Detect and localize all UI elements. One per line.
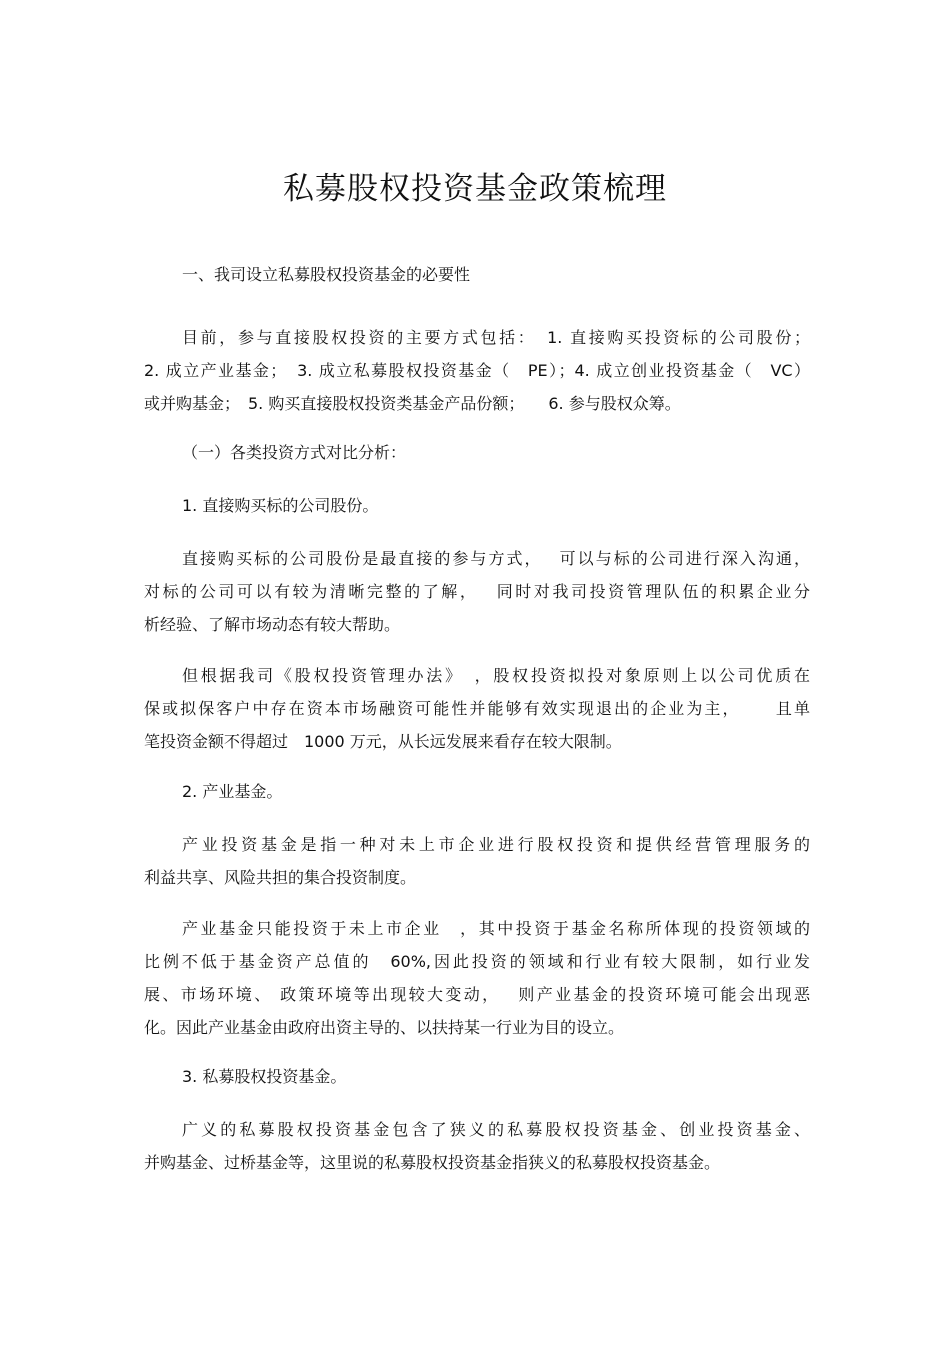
subsection-heading: （一）各类投资方式对比分析： bbox=[182, 443, 407, 462]
text-line: 产业投资基金是指一种对未上市企业进行股权投资和提供经营管理服务的 bbox=[182, 835, 810, 854]
item2-paragraph-2 bbox=[144, 912, 810, 1044]
text-line: 广义的私募股权投资基金包含了狭义的私募股权投资基金、创业投资基金、 bbox=[182, 1120, 810, 1139]
item1-paragraph-1 bbox=[144, 542, 810, 641]
item-heading: 3. 私募股权投资基金。 bbox=[182, 1067, 347, 1086]
text-line: 直接购买标的公司股份是最直接的参与方式， 可以与标的公司进行深入沟通， bbox=[182, 549, 810, 568]
item2-paragraph-1 bbox=[144, 828, 810, 894]
text-line: 展、市场环境、 政策环境等出现较大变动， 则产业基金的投资环境可能会出现恶 bbox=[144, 985, 810, 1004]
item-heading: 1. 直接购买标的公司股份。 bbox=[182, 496, 379, 515]
text-line: 对标的公司可以有较为清晰完整的了解， 同时对我司投资管理队伍的积累企业分 bbox=[144, 582, 810, 601]
text-line: 目前，参与直接股权投资的主要方式包括： 1. 直接购买投资标的公司股份； bbox=[182, 328, 810, 347]
item1-paragraph-2 bbox=[144, 659, 810, 758]
text-line: 或并购基金； 5. 购买直接股权投资类基金产品份额； 6. 参与股权众筹。 bbox=[144, 394, 681, 413]
document-title: 私募股权投资基金政策梳理 bbox=[283, 171, 667, 207]
text-line: 保或拟保客户中存在资本市场融资可能性并能够有效实现退出的企业为主， 且单 bbox=[144, 699, 810, 718]
text-line: 并购基金、过桥基金等，这里说的私募股权投资基金指狭义的私募股权投资基金。 bbox=[144, 1153, 721, 1172]
item-heading: 2. 产业基金。 bbox=[182, 782, 283, 801]
text-line: 产业基金只能投资于未上市企业 ，其中投资于基金名称所体现的投资领域的 bbox=[182, 919, 810, 938]
text-line: 比例不低于基金资产总值的 60%,因此投资的领域和行业有较大限制，如行业发 bbox=[144, 952, 810, 971]
item3-paragraph-1 bbox=[144, 1113, 810, 1179]
text-line: 笔投资金额不得超过 1000 万元，从长远发展来看存在较大限制。 bbox=[144, 732, 622, 751]
text-line: 析经验、了解市场动态有较大帮助。 bbox=[144, 615, 401, 634]
text-line: 利益共享、风险共担的集合投资制度。 bbox=[144, 868, 417, 887]
text-line: 2. 成立产业基金； 3. 成立私募股权投资基金（ PE）；4. 成立创业投资基金（ VC） bbox=[144, 361, 810, 380]
section-heading: 一、我司设立私募股权投资基金的必要性 bbox=[182, 265, 471, 284]
intro-paragraph bbox=[144, 321, 810, 420]
text-line: 化。因此产业基金由政府出资主导的、以扶持某一行业为目的设立。 bbox=[144, 1018, 625, 1037]
text-line: 但根据我司《股权投资管理办法》 ，股权投资拟投对象原则上以公司优质在 bbox=[182, 666, 810, 685]
